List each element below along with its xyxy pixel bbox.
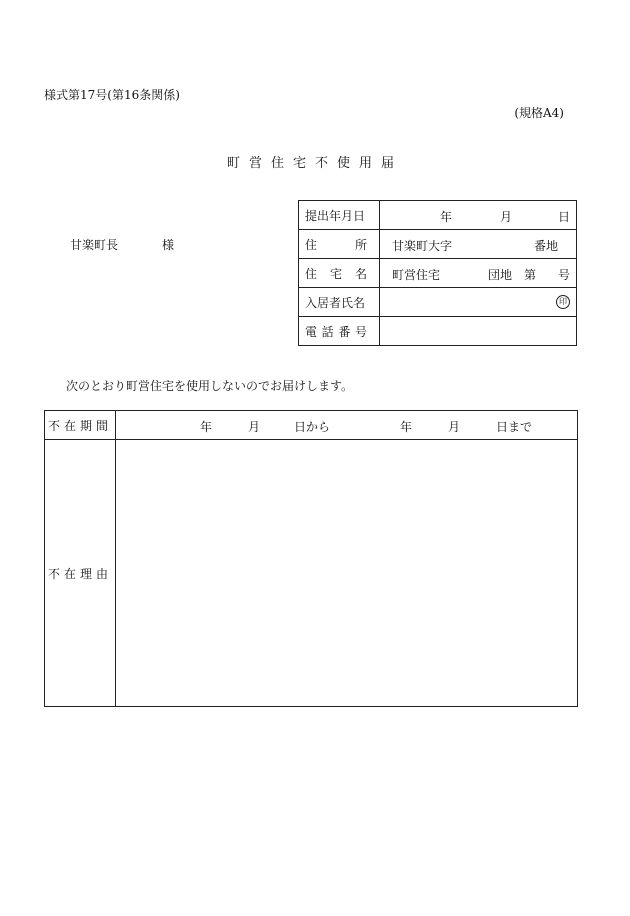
from-month-unit: 月 — [248, 420, 261, 434]
housing-name-row — [299, 259, 577, 288]
absence-table — [44, 410, 578, 707]
address-field[interactable] — [380, 230, 577, 259]
phone-field[interactable] — [380, 317, 577, 346]
to-year-unit: 年 — [400, 420, 413, 434]
absence-reason-label: 不在理由 — [45, 440, 116, 707]
from-year-unit: 年 — [200, 420, 213, 434]
housing-name-field[interactable] — [380, 259, 577, 288]
absence-period-field[interactable] — [116, 411, 578, 440]
resident-name-label: 入居者氏名 — [299, 288, 380, 317]
housing-prefix: 町営住宅 — [392, 268, 441, 282]
document-title: 町営住宅不使用届 — [226, 156, 403, 171]
housing-complex: 団地 — [488, 268, 513, 282]
day-unit: 日 — [558, 210, 571, 224]
from-day-unit: 日から — [294, 420, 331, 434]
address-label: 住 所 — [299, 230, 380, 259]
housing-number: 号 — [558, 268, 571, 282]
addressee — [70, 236, 174, 253]
resident-row — [299, 288, 577, 317]
phone-label: 電 話 番 号 — [299, 317, 380, 346]
address-prefix: 甘楽町大字 — [392, 239, 453, 253]
absence-reason-field[interactable] — [116, 440, 578, 707]
year-unit: 年 — [440, 210, 453, 224]
submission-date-field[interactable] — [380, 201, 577, 230]
addressee-name: 甘楽町長 — [70, 238, 119, 252]
absence-period-label: 不在期間 — [45, 411, 116, 440]
address-row — [299, 230, 577, 259]
to-month-unit: 月 — [448, 420, 461, 434]
month-unit: 月 — [500, 210, 513, 224]
notice-text: 次のとおり町営住宅を使用しないのでお届けします。 — [66, 379, 354, 393]
form-number: 様式第17号(第16条関係) — [44, 88, 180, 102]
submission-date-label: 提出年月日 — [299, 201, 380, 230]
applicant-info-table — [298, 200, 577, 346]
to-day-unit: 日まで — [496, 420, 533, 434]
phone-row — [299, 317, 577, 346]
addressee-suffix: 様 — [162, 238, 175, 252]
housing-name-label: 住 宅 名 — [299, 259, 380, 288]
paper-size-note: (規格A4) — [514, 106, 564, 120]
seal-icon: 印 — [556, 295, 570, 309]
absence-period-row — [45, 411, 578, 440]
resident-name-field[interactable] — [380, 288, 577, 317]
address-suffix: 番地 — [534, 239, 559, 253]
submission-date-row — [299, 201, 577, 230]
housing-dai: 第 — [524, 268, 537, 282]
absence-reason-row — [45, 440, 578, 707]
